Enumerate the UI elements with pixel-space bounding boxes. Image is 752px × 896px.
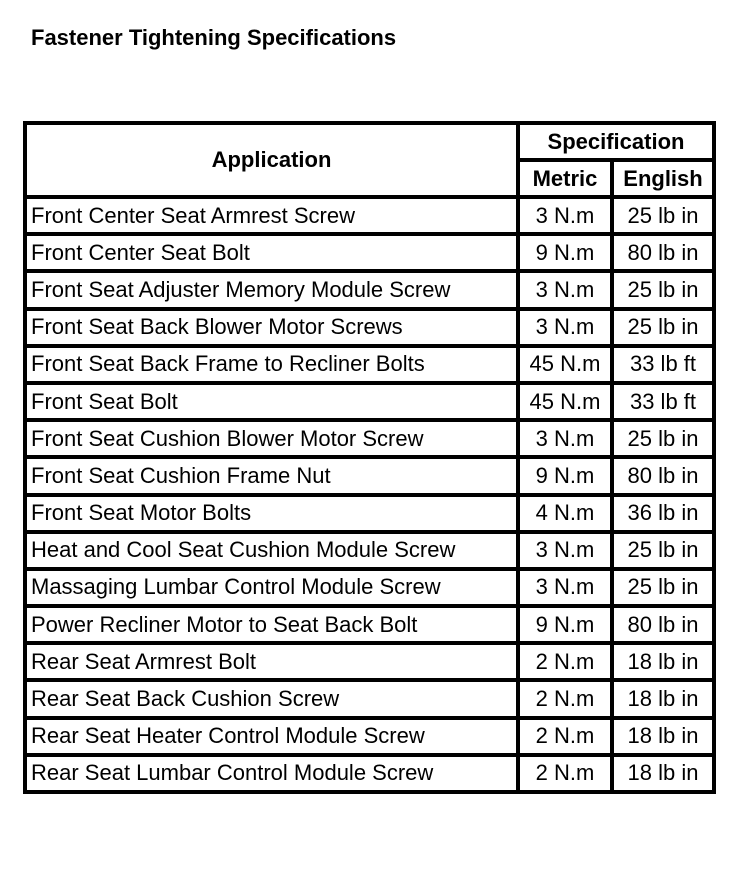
table-row (25, 420, 714, 457)
english-cell: 33 lb ft (612, 383, 714, 420)
english-cell: 18 lb in (612, 718, 714, 755)
spec-table-body (25, 197, 714, 792)
english-cell: 80 lb in (612, 606, 714, 643)
metric-cell: 3 N.m (518, 197, 612, 234)
english-cell: 25 lb in (612, 197, 714, 234)
table-row (25, 271, 714, 308)
application-header: Application (25, 123, 518, 197)
table-row (25, 383, 714, 420)
application-cell: Front Center Seat Armrest Screw (25, 197, 518, 234)
table-row (25, 680, 714, 717)
english-cell: 18 lb in (612, 755, 714, 792)
metric-cell: 2 N.m (518, 718, 612, 755)
metric-cell: 3 N.m (518, 271, 612, 308)
metric-cell: 3 N.m (518, 420, 612, 457)
table-row (25, 718, 714, 755)
english-header: English (612, 160, 714, 197)
metric-cell: 3 N.m (518, 532, 612, 569)
table-row (25, 606, 714, 643)
application-cell: Rear Seat Lumbar Control Module Screw (25, 755, 518, 792)
specification-header: Specification (518, 123, 714, 160)
metric-cell: 2 N.m (518, 680, 612, 717)
english-cell: 80 lb in (612, 457, 714, 494)
table-row (25, 234, 714, 271)
table-row (25, 755, 714, 792)
application-cell: Front Seat Back Blower Motor Screws (25, 309, 518, 346)
table-row (25, 197, 714, 234)
application-cell: Heat and Cool Seat Cushion Module Screw (25, 532, 518, 569)
metric-cell: 4 N.m (518, 495, 612, 532)
table-row (25, 495, 714, 532)
application-cell: Front Seat Cushion Frame Nut (25, 457, 518, 494)
application-cell: Front Seat Bolt (25, 383, 518, 420)
page-title: Fastener Tightening Specifications (31, 25, 397, 50)
application-cell: Massaging Lumbar Control Module Screw (25, 569, 518, 606)
application-cell: Front Seat Back Frame to Recliner Bolts (25, 346, 518, 383)
fastener-spec-table (23, 121, 716, 794)
english-cell: 25 lb in (612, 271, 714, 308)
application-cell: Front Seat Adjuster Memory Module Screw (25, 271, 518, 308)
metric-cell: 9 N.m (518, 457, 612, 494)
metric-cell: 9 N.m (518, 234, 612, 271)
metric-cell: 45 N.m (518, 346, 612, 383)
metric-cell: 2 N.m (518, 643, 612, 680)
application-cell: Rear Seat Back Cushion Screw (25, 680, 518, 717)
application-cell: Front Seat Cushion Blower Motor Screw (25, 420, 518, 457)
metric-cell: 3 N.m (518, 569, 612, 606)
english-cell: 33 lb ft (612, 346, 714, 383)
metric-header: Metric (518, 160, 612, 197)
application-cell: Front Center Seat Bolt (25, 234, 518, 271)
table-row (25, 346, 714, 383)
english-cell: 80 lb in (612, 234, 714, 271)
table-row (25, 569, 714, 606)
english-cell: 25 lb in (612, 569, 714, 606)
application-cell: Rear Seat Heater Control Module Screw (25, 718, 518, 755)
table-row (25, 643, 714, 680)
metric-cell: 3 N.m (518, 309, 612, 346)
english-cell: 25 lb in (612, 309, 714, 346)
application-cell: Front Seat Motor Bolts (25, 495, 518, 532)
english-cell: 25 lb in (612, 532, 714, 569)
metric-cell: 45 N.m (518, 383, 612, 420)
metric-cell: 9 N.m (518, 606, 612, 643)
english-cell: 25 lb in (612, 420, 714, 457)
metric-cell: 2 N.m (518, 755, 612, 792)
table-row (25, 532, 714, 569)
english-cell: 18 lb in (612, 643, 714, 680)
english-cell: 18 lb in (612, 680, 714, 717)
application-cell: Power Recliner Motor to Seat Back Bolt (25, 606, 518, 643)
table-row (25, 309, 714, 346)
table-row (25, 457, 714, 494)
english-cell: 36 lb in (612, 495, 714, 532)
application-cell: Rear Seat Armrest Bolt (25, 643, 518, 680)
